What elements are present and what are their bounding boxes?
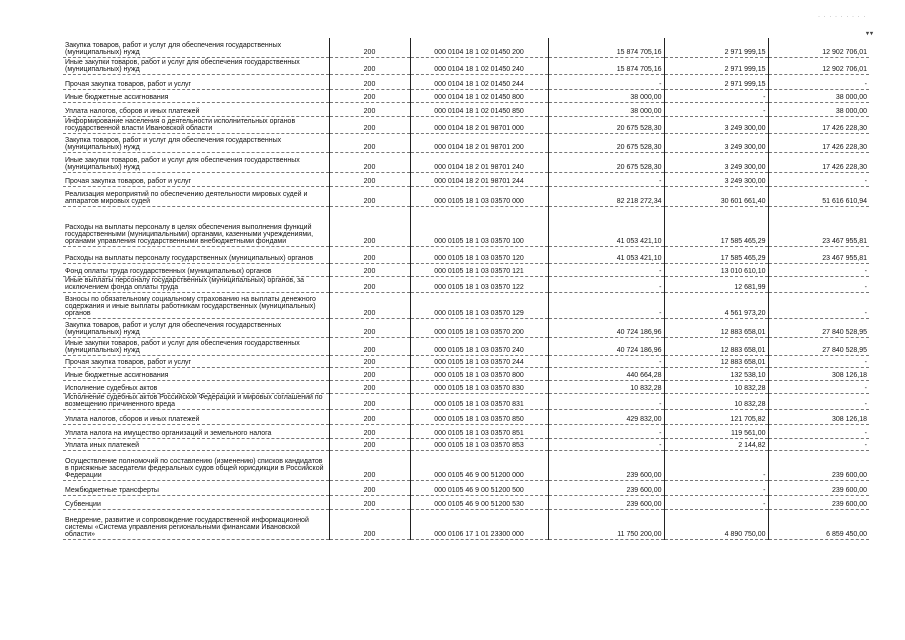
cell-executed: 119 561,00 — [664, 424, 768, 438]
cell-class-code: 000 0104 18 2 01 98701 000 — [410, 116, 548, 133]
table-row — [63, 89, 869, 102]
table-row — [63, 367, 869, 380]
cell-unexecuted: 17 426 228,30 — [768, 116, 869, 133]
cell-class-code: 000 0105 46 9 00 51200 530 — [410, 495, 548, 509]
cell-unexecuted: - — [768, 172, 869, 186]
cell-name: Прочая закупка товаров, работ и услуг — [63, 355, 329, 367]
cell-executed: 10 832,28 — [664, 380, 768, 393]
cell-executed: 12 883 658,01 — [664, 355, 768, 367]
table-row — [63, 38, 869, 57]
cell-name: Иные выплаты персоналу государственных (муниципальных) органов, за исключением фонда оплаты труда — [63, 276, 329, 292]
cell-class-code: 000 0105 18 1 03 03570 830 — [410, 380, 548, 393]
cell-executed: 4 890 750,00 — [664, 509, 768, 539]
cell-unexecuted: 308 126,18 — [768, 367, 869, 380]
cell-row-code: 200 — [329, 116, 410, 133]
table-row — [63, 74, 869, 89]
cell-class-code: 000 0104 18 1 02 01450 200 — [410, 38, 548, 57]
cell-row-code: 200 — [329, 263, 410, 276]
cell-executed: - — [664, 89, 768, 102]
cell-executed: 12 883 658,01 — [664, 337, 768, 355]
cell-unexecuted: - — [768, 380, 869, 393]
cell-row-code: 200 — [329, 509, 410, 539]
table-row — [63, 102, 869, 116]
cell-approved: - — [548, 292, 664, 318]
cell-name: Расходы на выплаты персоналу государственных (муниципальных) органов — [63, 246, 329, 263]
cell-row-code: 200 — [329, 409, 410, 424]
cell-row-code: 200 — [329, 292, 410, 318]
cell-unexecuted: 27 840 528,95 — [768, 337, 869, 355]
cell-executed: 3 249 300,00 — [664, 133, 768, 152]
cell-name: Иные закупки товаров, работ и услуг для обеспечения государственных (муниципальных) нужд — [63, 57, 329, 74]
cell-row-code: 200 — [329, 186, 410, 206]
cell-approved: 15 874 705,16 — [548, 57, 664, 74]
cell-name: Исполнение судебных актов Российской Федерации и мировых соглашений по возмещению причиненного вреда — [63, 393, 329, 409]
cell-row-code: 200 — [329, 172, 410, 186]
cell-name: Взносы по обязательному социальному страхованию на выплаты денежного содержания и иные выплаты работникам государственных (муниципальных) органов — [63, 292, 329, 318]
table-body — [63, 38, 869, 539]
table-row — [63, 292, 869, 318]
cell-unexecuted: 38 000,00 — [768, 89, 869, 102]
cell-class-code: 000 0105 18 1 03 03570 120 — [410, 246, 548, 263]
cell-class-code: 000 0105 46 9 00 51200 000 — [410, 450, 548, 480]
cell-approved: 41 053 421,10 — [548, 246, 664, 263]
cell-class-code: 000 0106 17 1 01 23300 000 — [410, 509, 548, 539]
cell-approved: - — [548, 424, 664, 438]
cell-class-code: 000 0104 18 2 01 98701 244 — [410, 172, 548, 186]
cell-class-code: 000 0105 18 1 03 03570 000 — [410, 186, 548, 206]
table-row — [63, 355, 869, 367]
table-row — [63, 393, 869, 409]
cell-approved: 38 000,00 — [548, 102, 664, 116]
cell-name: Исполнение судебных актов — [63, 380, 329, 393]
cell-name: Иные закупки товаров, работ и услуг для обеспечения государственных (муниципальных) нужд — [63, 152, 329, 172]
cell-approved: - — [548, 74, 664, 89]
cell-executed: 2 971 999,15 — [664, 38, 768, 57]
cell-row-code: 200 — [329, 355, 410, 367]
scan-mark: · · · · · · · · · — [818, 14, 867, 20]
cell-class-code: 000 0104 18 2 01 98701 240 — [410, 152, 548, 172]
table-row — [63, 276, 869, 292]
cell-class-code: 000 0105 18 1 03 03570 129 — [410, 292, 548, 318]
cell-unexecuted: 38 000,00 — [768, 102, 869, 116]
cell-row-code: 200 — [329, 152, 410, 172]
cell-row-code: 200 — [329, 337, 410, 355]
cell-row-code: 200 — [329, 495, 410, 509]
cell-class-code: 000 0105 18 1 03 03570 853 — [410, 438, 548, 450]
cell-row-code: 200 — [329, 450, 410, 480]
cell-approved: 15 874 705,16 — [548, 38, 664, 57]
cell-unexecuted: - — [768, 276, 869, 292]
cell-unexecuted: 239 600,00 — [768, 450, 869, 480]
cell-name: Уплата иных платежей — [63, 438, 329, 450]
cell-name: Уплата налогов, сборов и иных платежей — [63, 409, 329, 424]
cell-executed: 132 538,10 — [664, 367, 768, 380]
cell-approved: 11 750 200,00 — [548, 509, 664, 539]
cell-name: Закупка товаров, работ и услуг для обеспечения государственных (муниципальных) нужд — [63, 38, 329, 57]
cell-approved: 20 675 528,30 — [548, 152, 664, 172]
cell-unexecuted: - — [768, 424, 869, 438]
cell-unexecuted: 23 467 955,81 — [768, 206, 869, 246]
cell-unexecuted: 17 426 228,30 — [768, 152, 869, 172]
cell-class-code: 000 0105 18 1 03 03570 122 — [410, 276, 548, 292]
table-row — [63, 495, 869, 509]
cell-executed: - — [664, 102, 768, 116]
cell-approved: 440 664,28 — [548, 367, 664, 380]
cell-unexecuted: 12 902 706,01 — [768, 38, 869, 57]
cell-unexecuted: 308 126,18 — [768, 409, 869, 424]
cell-approved: 429 832,00 — [548, 409, 664, 424]
cell-row-code: 200 — [329, 133, 410, 152]
table-row — [63, 424, 869, 438]
cell-unexecuted: 6 859 450,00 — [768, 509, 869, 539]
cell-approved: - — [548, 263, 664, 276]
cell-class-code: 000 0105 18 1 03 03570 831 — [410, 393, 548, 409]
cell-unexecuted: - — [768, 292, 869, 318]
cell-approved: - — [548, 276, 664, 292]
cell-approved: 239 600,00 — [548, 495, 664, 509]
cell-class-code: 000 0105 18 1 03 03570 800 — [410, 367, 548, 380]
table-row — [63, 480, 869, 495]
cell-executed: - — [664, 480, 768, 495]
budget-execution-table — [63, 38, 869, 540]
cell-unexecuted: 17 426 228,30 — [768, 133, 869, 152]
cell-unexecuted: - — [768, 74, 869, 89]
cell-approved: 40 724 186,96 — [548, 337, 664, 355]
cell-row-code: 200 — [329, 480, 410, 495]
table-row — [63, 438, 869, 450]
cell-row-code: 200 — [329, 206, 410, 246]
cell-executed: 3 249 300,00 — [664, 116, 768, 133]
table-row — [63, 318, 869, 337]
cell-unexecuted: 51 616 610,94 — [768, 186, 869, 206]
cell-name: Иные бюджетные ассигнования — [63, 89, 329, 102]
cell-executed: 2 971 999,15 — [664, 74, 768, 89]
cell-class-code: 000 0105 18 1 03 03570 244 — [410, 355, 548, 367]
cell-row-code: 200 — [329, 102, 410, 116]
cell-row-code: 200 — [329, 393, 410, 409]
cell-name: Иные закупки товаров, работ и услуг для обеспечения государственных (муниципальных) нужд — [63, 337, 329, 355]
cell-class-code: 000 0104 18 1 02 01450 240 — [410, 57, 548, 74]
corner-tick: ▾▾ — [866, 31, 875, 37]
cell-row-code: 200 — [329, 246, 410, 263]
cell-name: Межбюджетные трансферты — [63, 480, 329, 495]
cell-row-code: 200 — [329, 89, 410, 102]
cell-row-code: 200 — [329, 74, 410, 89]
cell-class-code: 000 0105 18 1 03 03570 851 — [410, 424, 548, 438]
cell-unexecuted: 27 840 528,95 — [768, 318, 869, 337]
cell-approved: 239 600,00 — [548, 480, 664, 495]
table-row — [63, 116, 869, 133]
cell-executed: 17 585 465,29 — [664, 206, 768, 246]
cell-name: Закупка товаров, работ и услуг для обеспечения государственных (муниципальных) нужд — [63, 318, 329, 337]
cell-name: Субвенции — [63, 495, 329, 509]
cell-executed: 2 971 999,15 — [664, 57, 768, 74]
table-row — [63, 450, 869, 480]
cell-executed: 121 705,82 — [664, 409, 768, 424]
cell-class-code: 000 0104 18 1 02 01450 800 — [410, 89, 548, 102]
cell-executed: 30 601 661,40 — [664, 186, 768, 206]
cell-unexecuted: 12 902 706,01 — [768, 57, 869, 74]
cell-approved: 20 675 528,30 — [548, 133, 664, 152]
cell-name: Расходы на выплаты персоналу в целях обеспечения выполнения функций государственными (муниципальными) органами, казенными учреждениями, органами управления государственными внебюджетными фондами — [63, 206, 329, 246]
cell-approved: - — [548, 172, 664, 186]
cell-executed: - — [664, 495, 768, 509]
table-row — [63, 509, 869, 539]
cell-row-code: 200 — [329, 276, 410, 292]
table-row — [63, 57, 869, 74]
cell-executed: 10 832,28 — [664, 393, 768, 409]
cell-name: Внедрение, развитие и сопровождение государственной информационной системы «Система управления региональными финансами Ивановской области» — [63, 509, 329, 539]
cell-unexecuted: 23 467 955,81 — [768, 246, 869, 263]
table-row — [63, 172, 869, 186]
cell-executed: 4 561 973,20 — [664, 292, 768, 318]
cell-class-code: 000 0105 18 1 03 03570 850 — [410, 409, 548, 424]
table-row — [63, 380, 869, 393]
table-row — [63, 186, 869, 206]
cell-name: Прочая закупка товаров, работ и услуг — [63, 172, 329, 186]
cell-class-code: 000 0104 18 1 02 01450 850 — [410, 102, 548, 116]
cell-class-code: 000 0104 18 1 02 01450 244 — [410, 74, 548, 89]
cell-name: Реализация мероприятий по обеспечению деятельности мировых судей и аппаратов мировых судей — [63, 186, 329, 206]
cell-name: Фонд оплаты труда государственных (муниципальных) органов — [63, 263, 329, 276]
table-row — [63, 409, 869, 424]
cell-name: Уплата налогов, сборов и иных платежей — [63, 102, 329, 116]
cell-unexecuted: - — [768, 438, 869, 450]
cell-approved: - — [548, 355, 664, 367]
cell-row-code: 200 — [329, 380, 410, 393]
cell-approved: - — [548, 393, 664, 409]
table-row — [63, 337, 869, 355]
cell-name: Иные бюджетные ассигнования — [63, 367, 329, 380]
cell-class-code: 000 0105 46 9 00 51200 500 — [410, 480, 548, 495]
cell-approved: - — [548, 438, 664, 450]
table-row — [63, 246, 869, 263]
cell-name: Информирование населения о деятельности исполнительных органов государственной власти Ивановской области — [63, 116, 329, 133]
cell-executed: 17 585 465,29 — [664, 246, 768, 263]
cell-unexecuted: 239 600,00 — [768, 495, 869, 509]
cell-class-code: 000 0105 18 1 03 03570 100 — [410, 206, 548, 246]
cell-name: Закупка товаров, работ и услуг для обеспечения государственных (муниципальных) нужд — [63, 133, 329, 152]
table-row — [63, 263, 869, 276]
cell-unexecuted: - — [768, 393, 869, 409]
cell-row-code: 200 — [329, 424, 410, 438]
cell-unexecuted: 239 600,00 — [768, 480, 869, 495]
cell-row-code: 200 — [329, 38, 410, 57]
cell-approved: 10 832,28 — [548, 380, 664, 393]
cell-row-code: 200 — [329, 318, 410, 337]
cell-name: Прочая закупка товаров, работ и услуг — [63, 74, 329, 89]
cell-approved: 20 675 528,30 — [548, 116, 664, 133]
table-row — [63, 206, 869, 246]
cell-class-code: 000 0105 18 1 03 03570 240 — [410, 337, 548, 355]
cell-approved: 82 218 272,34 — [548, 186, 664, 206]
cell-row-code: 200 — [329, 367, 410, 380]
cell-class-code: 000 0104 18 2 01 98701 200 — [410, 133, 548, 152]
cell-row-code: 200 — [329, 438, 410, 450]
cell-name: Уплата налога на имущество организаций и земельного налога — [63, 424, 329, 438]
cell-unexecuted: - — [768, 355, 869, 367]
cell-row-code: 200 — [329, 57, 410, 74]
cell-class-code: 000 0105 18 1 03 03570 121 — [410, 263, 548, 276]
cell-name: Осуществление полномочий по составлению (изменению) списков кандидатов в присяжные заседатели федеральных судов общей юрисдикции в Российской Федерации — [63, 450, 329, 480]
table-row — [63, 152, 869, 172]
cell-approved: 41 053 421,10 — [548, 206, 664, 246]
cell-approved: 38 000,00 — [548, 89, 664, 102]
cell-executed: 13 010 610,10 — [664, 263, 768, 276]
cell-executed: - — [664, 450, 768, 480]
cell-class-code: 000 0105 18 1 03 03570 200 — [410, 318, 548, 337]
cell-executed: 3 249 300,00 — [664, 152, 768, 172]
cell-executed: 2 144,82 — [664, 438, 768, 450]
cell-approved: 40 724 186,96 — [548, 318, 664, 337]
cell-unexecuted: - — [768, 263, 869, 276]
cell-executed: 12 883 658,01 — [664, 318, 768, 337]
cell-executed: 3 249 300,00 — [664, 172, 768, 186]
table-row — [63, 133, 869, 152]
cell-approved: 239 600,00 — [548, 450, 664, 480]
cell-executed: 12 681,99 — [664, 276, 768, 292]
